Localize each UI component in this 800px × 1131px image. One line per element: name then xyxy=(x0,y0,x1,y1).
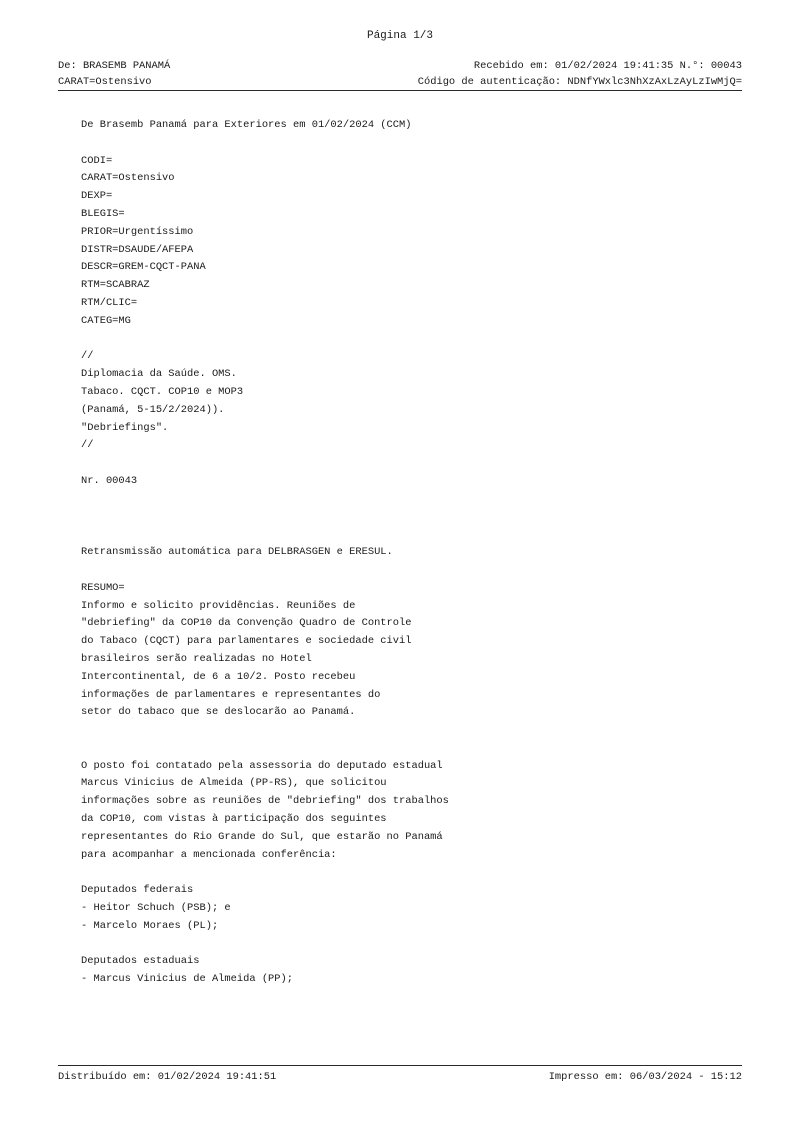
header-row-2 xyxy=(58,76,742,91)
body-line: CODI= xyxy=(81,154,113,167)
sender-label: De: BRASEMB PANAMÁ xyxy=(58,60,171,72)
body-line: // xyxy=(81,350,94,363)
body-line xyxy=(81,135,741,153)
authentication-code: Código de autenticação: NDNfYWxlc3NhXzAxLzAyLzIwMjQ= xyxy=(417,76,742,88)
body-line: Informo e solicito providências. Reuniões de xyxy=(81,599,356,612)
body-line: para acompanhar a mencionada conferência: xyxy=(81,848,337,861)
body-line: informações de parlamentares e representantes do xyxy=(81,688,381,701)
body-line: - Marcelo Moraes (PL); xyxy=(81,919,219,932)
body-line: DESCR=GREM-CQCT-PANA xyxy=(81,261,206,274)
page-number: Página 1/3 xyxy=(366,30,433,42)
body-line: "debriefing" da COP10 da Convenção Quadro de Controle xyxy=(81,617,412,630)
body-line: do Tabaco (CQCT) para parlamentares e sociedade civil xyxy=(81,635,412,648)
body-line: DEXP= xyxy=(81,190,113,203)
body-line xyxy=(81,722,741,740)
body-line: Retransmissão automática para DELBRASGEN e ERESUL. xyxy=(81,546,393,559)
body-line: O posto foi contatado pela assessoria do deputado estadual xyxy=(81,759,443,772)
body-line: RESUMO= xyxy=(81,581,125,594)
classification-label: CARAT=Ostensivo xyxy=(58,76,152,88)
body-line: da COP10, com vistas à participação dos seguintes xyxy=(81,813,387,826)
body-line: setor do tabaco que se deslocarão ao Panamá. xyxy=(81,706,356,719)
body-line: Deputados estaduais xyxy=(81,955,200,968)
body-line xyxy=(81,526,741,544)
body-line: Intercontinental, de 6 a 10/2. Posto recebeu xyxy=(81,670,356,683)
body-line: DISTR=DSAUDE/AFEPA xyxy=(81,243,194,256)
body-line: - Marcus Vinicius de Almeida (PP); xyxy=(81,973,294,986)
received-info: Recebido em: 01/02/2024 19:41:35 N.°: 00043 xyxy=(473,60,742,72)
body-line: De Brasemb Panamá para Exteriores em 01/02/2024 (CCM) xyxy=(81,119,412,131)
body-line: "Debriefings". xyxy=(81,421,169,434)
body-line xyxy=(81,864,741,882)
header-row-1 xyxy=(58,60,742,76)
body-line: RTM=SCABRAZ xyxy=(81,279,150,292)
body-line: // xyxy=(81,439,94,452)
body-line: PRIOR=Urgentíssimo xyxy=(81,225,194,238)
body-line: informações sobre as reuniões de "debriefing" dos trabalhos xyxy=(81,795,449,808)
body-line: RTM/CLIC= xyxy=(81,296,138,309)
distributed-timestamp: Distribuído em: 01/02/2024 19:41:51 xyxy=(58,1071,277,1083)
body-line: representantes do Rio Grande do Sul, que estarão no Panamá xyxy=(81,830,443,843)
body-line: brasileiros serão realizadas no Hotel xyxy=(81,652,312,665)
body-line: Tabaco. CQCT. COP10 e MOP3 xyxy=(81,385,244,398)
body-line: CATEG=MG xyxy=(81,314,131,327)
body-line: Deputados federais xyxy=(81,884,194,897)
body-line: (Panamá, 5-15/2/2024)). xyxy=(81,403,225,416)
body-line: BLEGIS= xyxy=(81,207,125,220)
telegram-body xyxy=(81,117,741,989)
body-line: Nr. 00043 xyxy=(81,474,138,487)
body-line xyxy=(81,562,741,580)
page-footer xyxy=(58,1065,742,1083)
body-line: Marcus Vinicius de Almeida (PP-RS), que solicitou xyxy=(81,777,387,790)
printed-timestamp: Impresso em: 06/03/2024 - 15:12 xyxy=(548,1071,742,1083)
body-line xyxy=(81,936,741,954)
body-line xyxy=(81,331,741,349)
body-line: CARAT=Ostensivo xyxy=(81,172,175,185)
body-line xyxy=(81,740,741,758)
body-line: - Heitor Schuch (PSB); e xyxy=(81,902,231,915)
body-line xyxy=(81,455,741,473)
body-line xyxy=(81,509,741,527)
body-line xyxy=(81,491,741,509)
body-line: Diplomacia da Saúde. OMS. xyxy=(81,368,237,381)
